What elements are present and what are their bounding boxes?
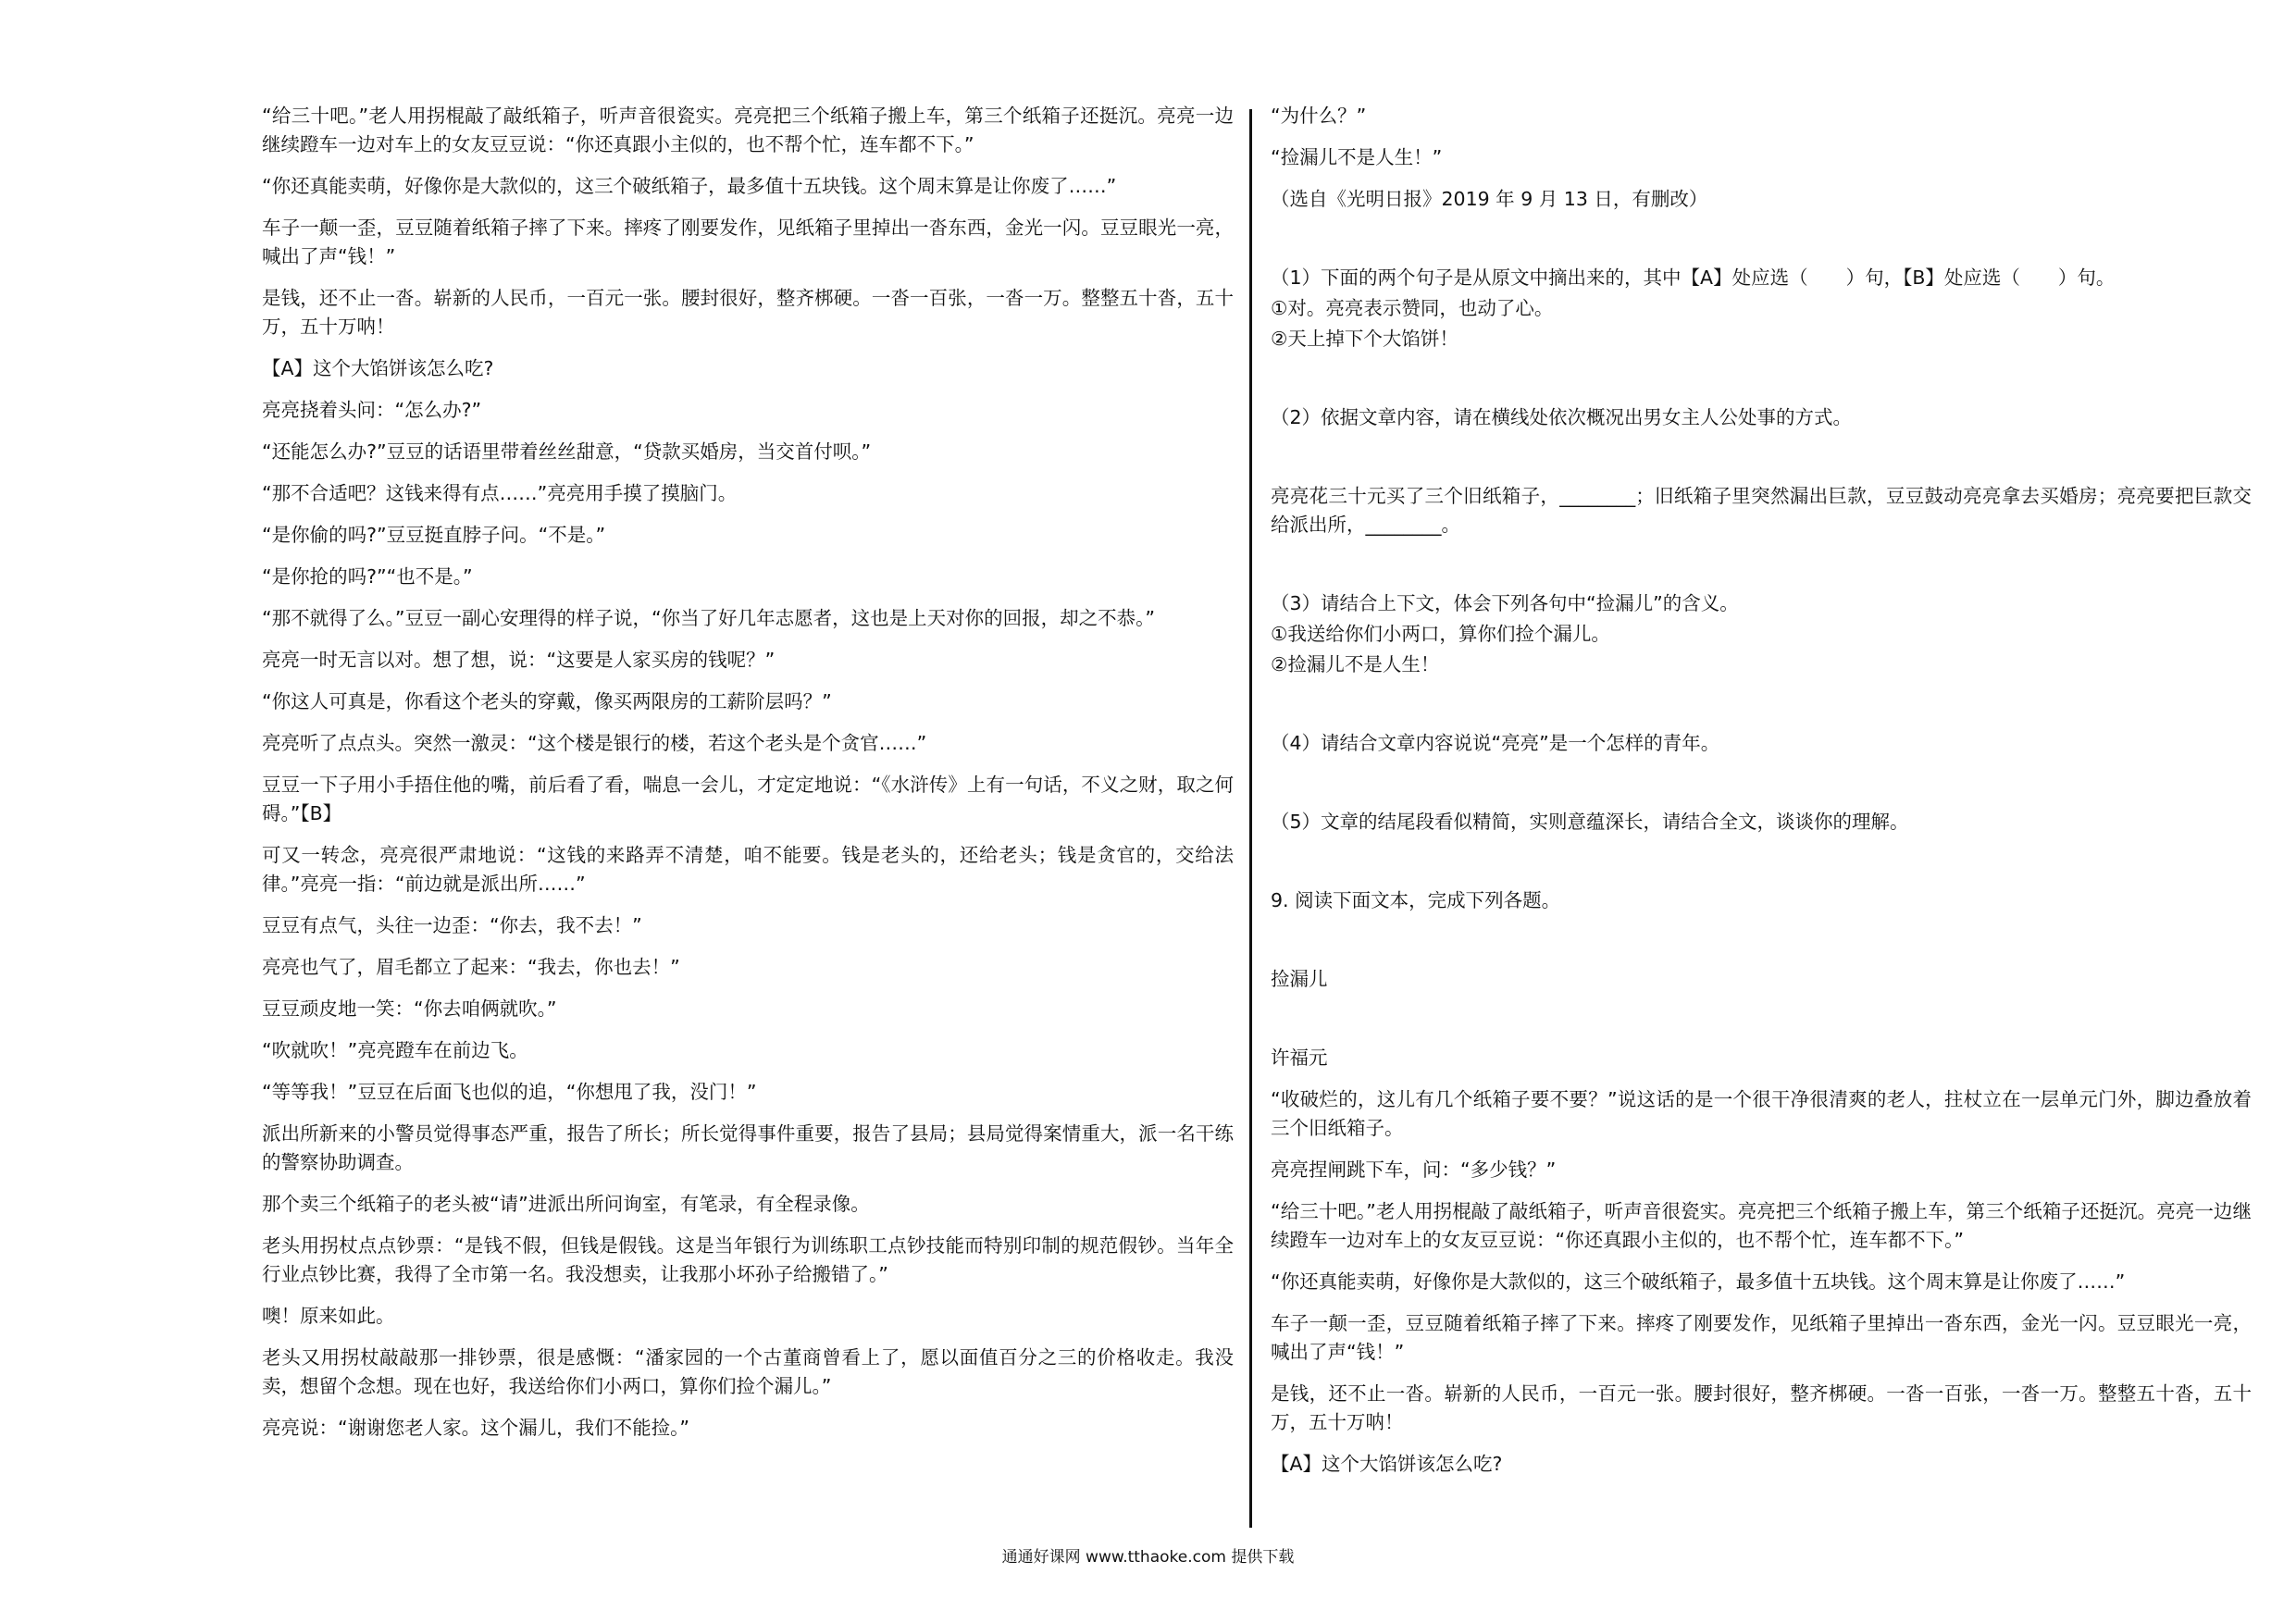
question-4: （4）请结合文章内容说说“亮亮”是一个怎样的青年。 xyxy=(1271,732,1720,754)
story-paragraph: 豆豆有点气，头往一边歪：“你去，我不去！” xyxy=(262,914,642,936)
story-paragraph: 【A】这个大馅饼该怎么吃? xyxy=(1271,1453,1503,1475)
story-paragraph: 豆豆顽皮地一笑：“你去咱俩就吹。” xyxy=(262,997,557,1020)
source-note: （选自《光明日报》2019 年 9 月 13 日，有删改） xyxy=(1271,188,1708,210)
story-paragraph: “等等我！”豆豆在后面飞也似的追，“你想甩了我，没门！” xyxy=(262,1081,757,1103)
story-paragraph: 亮亮听了点点头。突然一激灵：“这个楼是银行的楼，若这个老头是个贪官……” xyxy=(262,732,927,754)
story-paragraph: “吹就吹！”亮亮蹬车在前边飞。 xyxy=(262,1039,528,1061)
column-divider xyxy=(1249,109,1252,1528)
story-paragraph: “你还真能卖萌，好像你是大款似的，这三个破纸箱子，最多值十五块钱。这个周末算是让你废了……” xyxy=(1271,1270,2126,1293)
story-paragraph: 老头用拐杖点点钞票：“是钱不假，但钱是假钱。这是当年银行为训练职工点钞技能而特别印制的规范假钞。当年全行业点钞比赛，我得了全市第一名。我没想卖，让我那小坏孙子给搬错了。” xyxy=(262,1234,1234,1285)
story-paragraph: “给三十吧。”老人用拐棍敲了敲纸箱子，听声音很瓷实。亮亮把三个纸箱子搬上车，第三个纸箱子还挺沉。亮亮一边继续蹬车一边对车上的女友豆豆说：“你还真跟小主似的，也不帮个忙，连车都不下。” xyxy=(1271,1200,2252,1251)
story-paragraph: 可又一转念，亮亮很严肃地说：“这钱的来路弄不清楚，咱不能要。钱是老头的，还给老头；钱是贪官的，交给法律。”亮亮一指：“前边就是派出所……” xyxy=(262,844,1234,895)
story-paragraph: 是钱，还不止一沓。崭新的人民币，一百元一张。腰封很好，整齐梆硬。一沓一百张，一沓一万。整整五十沓，五十万，五十万呐！ xyxy=(1271,1382,2252,1433)
right-column xyxy=(1271,102,2252,1492)
story-paragraph: “那不合适吧？这钱来得有点……”亮亮用手摸了摸脑门。 xyxy=(262,482,738,504)
question-3-option: ①我送给你们小两口，算你们捡个漏儿。 xyxy=(1271,623,1610,645)
footer-credit: 通通好课网 www.tthaoke.com 提供下载 xyxy=(1001,1548,1295,1567)
question-1-option: ②天上掉下个大馅饼！ xyxy=(1271,328,1458,350)
question-5: （5）文章的结尾段看似精简，实则意蕴深长，请结合全文，谈谈你的理解。 xyxy=(1271,811,1909,833)
story-paragraph: “捡漏儿不是人生！” xyxy=(1271,146,1443,168)
story-paragraph: 亮亮捏闸跳下车，问：“多少钱？” xyxy=(1271,1158,1557,1181)
story-paragraph: 那个卖三个纸箱子的老头被“请”进派出所问询室，有笔录，有全程录像。 xyxy=(262,1193,870,1215)
question-3-prompt: （3）请结合上下文，体会下列各句中“捡漏儿”的含义。 xyxy=(1271,592,1739,614)
question-2-text: 亮亮花三十元买了三个旧纸箱子， xyxy=(1271,485,1560,507)
story-paragraph: “你这人可真是，你看这个老头的穿戴，像买两限房的工薪阶层吗？” xyxy=(262,690,832,712)
question-3-option: ②捡漏儿不是人生！ xyxy=(1271,653,1440,675)
story-paragraph: “给三十吧。”老人用拐棍敲了敲纸箱子，听声音很瓷实。亮亮把三个纸箱子搬上车，第三个纸箱子还挺沉。亮亮一边继续蹬车一边对车上的女友豆豆说：“你还真跟小主似的，也不帮个忙，连车都不下。” xyxy=(262,105,1234,155)
story-paragraph: 亮亮也气了，眉毛都立了起来：“我去，你也去！” xyxy=(262,956,680,978)
story-paragraph: “为什么？” xyxy=(1271,105,1367,127)
story-paragraph: “那不就得了么。”豆豆一副心安理得的样子说，“你当了好几年志愿者，这也是上天对你的回报，却之不恭。” xyxy=(262,607,1155,629)
story-paragraph: 亮亮一时无言以对。想了想，说：“这要是人家买房的钱呢？” xyxy=(262,649,776,671)
story-paragraph: “还能怎么办?”豆豆的话语里带着丝丝甜意，“贷款买婚房，当交首付呗。” xyxy=(262,440,872,463)
question-2-text: ；旧纸箱子里突然漏出巨款，豆豆鼓动亮亮拿去买婚房；亮亮要把巨款交给派出所， xyxy=(1271,485,2253,536)
story-paragraph: 亮亮挠着头问：“怎么办?” xyxy=(262,399,482,421)
story-paragraph: “是你偷的吗?”豆豆挺直脖子问。“不是。” xyxy=(262,524,606,546)
question-1-option: ①对。亮亮表示赞同，也动了心。 xyxy=(1271,297,1554,319)
story-paragraph: 【A】这个大馅饼该怎么吃? xyxy=(262,357,494,379)
story-author: 许福元 xyxy=(1271,1047,1328,1069)
story-paragraph: “收破烂的，这儿有几个纸箱子要不要？”说这话的是一个很干净很清爽的老人，拄杖立在一层单元门外，脚边叠放着三个旧纸箱子。 xyxy=(1271,1088,2252,1139)
story-paragraph: 派出所新来的小警员觉得事态严重，报告了所长；所长觉得事件重要，报告了县局；县局觉得案情重大，派一名干练的警察协助调查。 xyxy=(262,1122,1234,1173)
answer-blank-1: ________ xyxy=(1559,485,1636,507)
question-2-fill xyxy=(1271,482,2252,539)
answer-blank-2: ________ xyxy=(1365,514,1442,536)
story-paragraph: “是你抢的吗?”“也不是。” xyxy=(262,565,473,588)
story-title: 捡漏儿 xyxy=(1271,968,1328,990)
story-paragraph: 是钱，还不止一沓。崭新的人民币，一百元一张。腰封很好，整齐梆硬。一沓一百张，一沓一万。整整五十沓，五十万，五十万呐！ xyxy=(262,287,1234,338)
question-2-text: 。 xyxy=(1441,514,1460,536)
story-paragraph: “你还真能卖萌，好像你是大款似的，这三个破纸箱子，最多值十五块钱。这个周末算是让你废了……” xyxy=(262,175,1117,197)
story-paragraph: 噢！原来如此。 xyxy=(262,1305,395,1327)
story-paragraph: 老头又用拐杖敲敲那一排钞票，很是感慨：“潘家园的一个古董商曾看上了，愿以面值百分之三的价格收走。我没卖，想留个念想。现在也好，我送给你们小两口，算你们捡个漏儿。” xyxy=(262,1346,1234,1397)
question-9: 9. 阅读下面文本，完成下列各题。 xyxy=(1271,889,1561,911)
story-paragraph: 豆豆一下子用小手捂住他的嘴，前后看了看，喘息一会儿，才定定地说：“《水浒传》上有一句话，不义之财，取之何碍。”【B】 xyxy=(262,774,1234,824)
story-paragraph: 车子一颠一歪，豆豆随着纸箱子摔了下来。摔疼了刚要发作，见纸箱子里掉出一沓东西，金光一闪。豆豆眼光一亮，喊出了声“钱！” xyxy=(262,217,1234,267)
story-paragraph: 车子一颠一歪，豆豆随着纸箱子摔了下来。摔疼了刚要发作，见纸箱子里掉出一沓东西，金光一闪。豆豆眼光一亮，喊出了声“钱！” xyxy=(1271,1312,2252,1363)
question-1-prompt: （1）下面的两个句子是从原文中摘出来的，其中【A】处应选（ ）句，【B】处应选（ ）句。 xyxy=(1271,266,2116,289)
story-paragraph: 亮亮说：“谢谢您老人家。这个漏儿，我们不能捡。” xyxy=(262,1417,689,1439)
left-column xyxy=(262,102,1234,1456)
question-2-prompt: （2）依据文章内容，请在横线处依次概况出男女主人公处事的方式。 xyxy=(1271,406,1853,428)
